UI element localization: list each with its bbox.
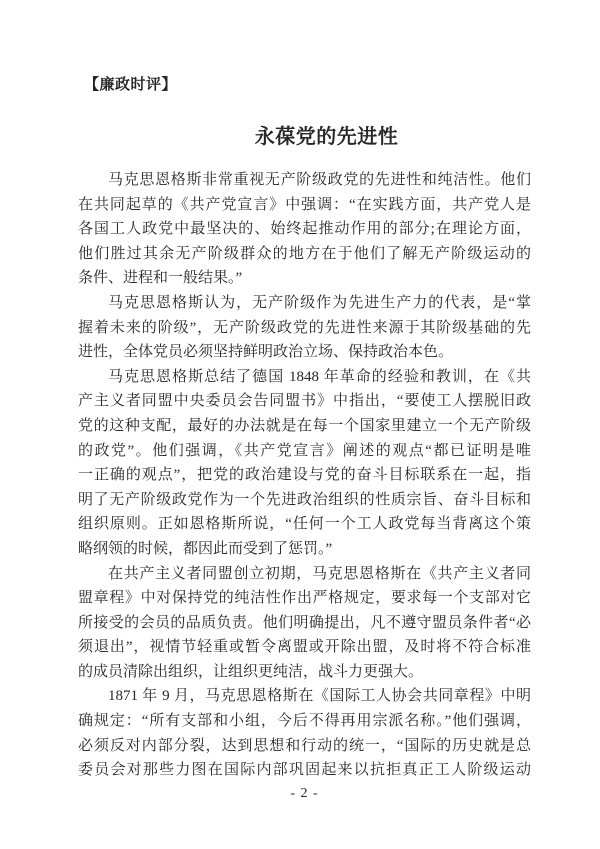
- text-line: 所接受的会员的品质负责。他们明确提出，凡不遵守盟员条件者“必: [78, 614, 531, 631]
- page-number: - 2 -: [290, 786, 319, 801]
- text-line: 须退出”，视情节轻重或暂令离盟或开除出盟，及时将不符合标准: [78, 639, 531, 656]
- text-line: 他们胜过其余无产阶级群众的地方在于他们了解无产阶级运动的: [78, 245, 531, 262]
- text-line: 委员会对那些力图在国际内部巩固起来以抗拒真正工人阶级运动: [78, 762, 531, 779]
- text-line: 在共同起草的《共产党宣言》中强调：“在实践方面，共产党人是: [78, 196, 531, 213]
- text-line: 一正确的观点”，把党的政治建设与党的奋斗目标联系在一起，指: [78, 467, 531, 484]
- document-body: [78, 168, 531, 783]
- text-line: 条件、进程和一般结果。”: [78, 270, 243, 287]
- paragraph: [78, 562, 531, 685]
- text-line: 明了无产阶级政党作为一个先进政治组织的性质宗旨、奋斗目标和: [78, 491, 531, 508]
- text-line: 党的这种支配，最好的办法就是在每一个国家里建立一个无产阶级: [78, 417, 531, 434]
- paragraph: [78, 168, 531, 291]
- paragraph: [78, 291, 531, 365]
- paragraph: [78, 684, 531, 782]
- text-line: 组织原则。正如恩格斯所说，“任何一个工人政党每当背离这个策: [78, 516, 531, 533]
- text-line: 各国工人政党中最坚决的、始终起推动作用的部分;在理论方面，: [78, 221, 531, 238]
- text-line: 1871 年 9 月，马克思恩格斯在《国际工人协会共同章程》中明: [108, 688, 531, 705]
- document-title: 永葆党的先进性: [254, 126, 399, 148]
- text-line: 略纲领的时候，都因此而受到了惩罚。”: [78, 540, 333, 557]
- text-line: 进性，全体党员必须坚持鲜明政治立场、保持政治本色。: [78, 344, 454, 361]
- text-line: 的成员清除出组织，让组织更纯洁，战斗力更强大。: [78, 663, 424, 680]
- text-line: 马克思恩格斯认为，无产阶级作为先进生产力的代表，是“掌: [108, 294, 531, 311]
- text-line: 必须反对内部分裂，达到思想和行动的统一，“国际的历史就是总: [78, 737, 531, 754]
- paragraph: [78, 365, 531, 562]
- text-line: 的政党”。他们强调，《共产党宣言》阐述的观点“都已证明是唯: [78, 442, 531, 459]
- text-line: 马克思恩格斯非常重视无产阶级政党的先进性和纯洁性。他们: [108, 172, 531, 188]
- text-line: 产主义者同盟中央委员会告同盟书》中指出，“要使工人摆脱旧政: [78, 393, 531, 410]
- text-line: 在共产主义者同盟创立初期，马克思恩格斯在《共产主义者同: [108, 565, 531, 582]
- text-line: 马克思恩格斯总结了德国 1848 年革命的经验和教训，在《共: [108, 368, 531, 385]
- text-line: 盟章程》中对保持党的纯洁性作出严格规定，要求每一个支部对它: [78, 590, 531, 607]
- text-line: 确规定：“所有支部和小组，今后不得再用宗派名称。”他们强调，: [78, 713, 531, 730]
- text-line: 握着未来的阶级”，无产阶级政党的先进性来源于其阶级基础的先: [78, 319, 531, 336]
- category-header: 【廉政时评】: [84, 77, 178, 93]
